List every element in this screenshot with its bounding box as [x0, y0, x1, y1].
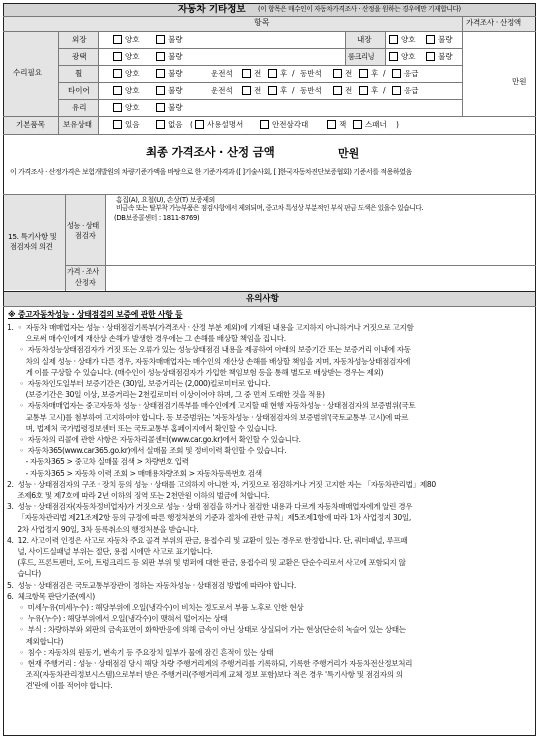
room-cleaning-bad-label: 불량 — [438, 52, 453, 61]
notice-line: 제외합니다) — [7, 636, 64, 646]
gloss-bad-label: 불량 — [168, 52, 183, 61]
price-label-2: 산정자 — [75, 278, 96, 287]
column-header-band — [3, 16, 536, 31]
notice-line: 5. 성능 · 상태점검은 국토교통부장관이 정하는 자동차성능 · 상태점검 방법에 따라야 합니다. — [7, 580, 296, 590]
tire-passenger-label: 동반석 — [300, 86, 322, 95]
wheel-driver-rear-label: 후 — [280, 69, 288, 78]
glass-bad-checkbox[interactable] — [156, 103, 165, 112]
tire-bad-checkbox[interactable] — [156, 86, 165, 95]
basic-no-checkbox[interactable] — [156, 120, 165, 129]
wheel-good-label: 양호 — [125, 69, 140, 78]
notice-body — [7, 322, 533, 734]
room-cleaning-good-label: 양호 — [401, 52, 416, 61]
wheel-label: 휠 — [75, 69, 83, 78]
notice-line: ◦ 자동차의 리콜에 관한 사항은 자동차리콜센터(www.car.go.kr)에서 확인할 수 있습니다. — [7, 435, 301, 444]
notice-line: 2. 성능 · 상태점검자의 구조 · 장치 등의 성능 · 상태를 고의하지 아니한 자, 거짓으로 점검하거나 거짓 고지한 자는 「자동차관리법」제80 — [7, 479, 436, 489]
inspector-note-3: (DB보증콜센터 : 1811-8769) — [114, 214, 200, 222]
inspector-label-2: 점검자 — [75, 231, 96, 240]
manual-checkbox[interactable] — [195, 120, 204, 129]
tire-passenger-front-label: 전 — [345, 86, 353, 95]
wheel-driver-front-checkbox[interactable] — [242, 69, 251, 78]
jack-label: 잭 — [339, 120, 347, 129]
notice-line: (보증기간은 30일 이상, 보증거리는 2천킬로미터 이상이어야 하며, 그 중 먼저 도래한 것을 적용) — [7, 390, 325, 400]
notice-line: ◦ 현재 주행거리 : 성능 · 상태점검 당시 해당 차량 주행거리계의 주행거리를 기록하되, 기록한 주행거리가 자동차전산정보처리 — [7, 659, 413, 668]
exterior-label: 외장 — [72, 35, 87, 44]
triangle-label: 안전삼각대 — [272, 120, 309, 129]
wheel-bad-checkbox[interactable] — [156, 69, 165, 78]
tire-passenger-rear-checkbox[interactable] — [359, 86, 368, 95]
exterior-good-label: 양호 — [125, 35, 140, 44]
glass-bad-label: 불량 — [168, 103, 183, 112]
price-label-1: 가격 · 조사 — [67, 267, 99, 276]
interior-good-checkbox[interactable] — [389, 35, 398, 44]
jack-checkbox[interactable] — [327, 120, 336, 129]
room-cleaning-good-checkbox[interactable] — [389, 52, 398, 61]
glass-good-label: 양호 — [125, 103, 140, 112]
notice-line: ◦ 미세누유(미세누수) : 해당부위에 오일(냉각수)이 비치는 정도로서 부품 노후로 인한 현상 — [7, 603, 304, 612]
tire-good-checkbox[interactable] — [113, 86, 122, 95]
notice-line: 견'란에 이를 적어야 합니다. — [7, 681, 113, 691]
inspector-note-2: 비금속 또는 탈부착 가능부품은 점검사항에서 제외되며, 중고차 특성상 부분적인 부식 판금 도색은 있을수 있습니다. — [116, 204, 423, 212]
basic-yes-checkbox[interactable] — [113, 120, 122, 129]
interior-label: 내장 — [357, 35, 372, 44]
wheel-passenger-label: 동반석 — [300, 69, 322, 78]
tire-sep-2: / — [383, 86, 386, 95]
notice-line: 3. 성능 · 상태점검자(자동차정비업자)가 거짓으로 성능 · 상태 점검을 하거나 점검한 내용과 다르게 자동차매매업자에게 알린 경우 — [7, 502, 413, 512]
notice-line: ◦ 부식 : 차량하부와 외판의 금속표면이 화학반응에 의해 금속이 아닌 상태로 상실되어 가는 현상(단순히 녹슬어 있는 상태는 — [7, 625, 406, 635]
column-header-item: 항목 — [254, 18, 270, 27]
wheel-sep: / — [292, 69, 295, 78]
tire-label: 타이어 — [68, 86, 90, 95]
tire-emergency-checkbox[interactable] — [392, 86, 401, 95]
wheel-passenger-front-label: 전 — [345, 69, 353, 78]
repair-price-unit: 만원 — [512, 77, 527, 86]
form-title: 자동차 기타정보 — [178, 4, 246, 15]
notice-line: 「자동차관리법 제21조제2항 등의 규정에 따른 행정처분의 기준과 절차에 관한 규칙」제5조제1항에 따라 1차 사업정지 30일, — [7, 513, 411, 523]
notice-title: 유의사항 — [246, 294, 279, 304]
wheel-driver-label: 운전석 — [211, 69, 233, 78]
basic-yes-label: 있음 — [125, 120, 140, 129]
wheel-driver-rear-checkbox[interactable] — [268, 69, 277, 78]
notice-line: 널, 사이드실패널 부위는 절단, 용접 시에만 사고로 표기합니다. — [7, 547, 213, 556]
tire-driver-front-checkbox[interactable] — [242, 86, 251, 95]
notice-line: 게 이를 구상할 수 있습니다. (매수인이 성능상태점검자가 가입한 책임보험 등을 통해 별도로 배상받는 경우는 제외) — [7, 367, 384, 377]
notice-line: (후드, 프론트펜더, 도어, 트렁크리드 등 외판 부위 및 범퍼에 대한 판금, 용접수리 및 교환은 단순수리로서 사고에 포함되지 않 — [7, 558, 406, 568]
wheel-sep-2: / — [383, 69, 386, 78]
triangle-checkbox[interactable] — [260, 120, 269, 129]
notice-line: ◦ 자동차인도일부터 보증기간은 (30)일, 보증거리는 (2,000)킬로미터로 합니다. — [7, 379, 271, 388]
manual-label: 사용설명서 — [207, 120, 244, 129]
interior-bad-checkbox[interactable] — [426, 35, 435, 44]
wheel-passenger-rear-label: 후 — [371, 69, 379, 78]
notice-heading: ※ 중고자동차성능 · 상태점검의 보증에 관한 사항 등 — [8, 310, 183, 319]
form-subtitle: (이 항목은 매수인이 자동차가격조사 · 산정을 원하는 경우에만 기재합니다) — [258, 5, 461, 13]
basic-status-label: 보유상태 — [63, 120, 92, 129]
tire-passenger-rear-label: 후 — [371, 86, 379, 95]
tire-good-label: 양호 — [125, 86, 140, 95]
notice-line: 2차 사업정지 90일, 3차 등록취소의 행정처분을 받습니다. — [7, 524, 199, 534]
inspector-label-1: 성능 · 상태 — [67, 221, 99, 230]
tire-emergency-label: 응급 — [404, 86, 419, 95]
interior-bad-label: 불량 — [438, 35, 453, 44]
wheel-good-checkbox[interactable] — [113, 69, 122, 78]
final-price-unit: 만원 — [338, 147, 360, 160]
column-header-price: 가격조사 · 산정액 — [466, 18, 521, 27]
tire-passenger-front-checkbox[interactable] — [333, 86, 342, 95]
gloss-good-checkbox[interactable] — [113, 52, 122, 61]
wheel-driver-front-label: 전 — [254, 69, 262, 78]
notice-line: ◦ 자동차성능상태점검자가 거짓 또는 오류가 있는 성능상태점검 내용을 제공하여 아래의 보증기간 또는 보증거리 이내에 자동 — [7, 345, 411, 355]
notice-line: ◦ 누유(누수) : 해당부위에서 오일(냉각수)이 맺혀서 떨어지는 상태 — [7, 614, 228, 624]
notice-line: 조직(자동차관리정보시스템)으로부터 받은 주행거리(주행거리계 교체 정보 포함)보다 적은 경우 '특기사항 및 점검자의 의 — [7, 670, 403, 680]
notice-line: ◦ 침수 : 자동차의 원동기, 변속기 등 주요장치 일부가 물에 잠긴 흔적이 있는 상태 — [7, 647, 274, 657]
special-row-label-1: 15. 특기사항 및 — [8, 232, 57, 241]
tire-driver-front-label: 전 — [254, 86, 262, 95]
basic-paren-close: ) — [396, 120, 399, 129]
basic-row-label: 기본품목 — [16, 120, 45, 129]
notice-line: 4. 12. 사고이력 인정은 사고로 자동차 주요 골격 부위의 판금, 용접수리 및 교환이 있는 경우로 한정합니다. 단, 쿼터패널, 루프패 — [7, 535, 408, 545]
notice-line: 6. 체크항목 판단기준(예시) — [7, 591, 95, 601]
notice-line: ◦ 자동차365(www.car365.go.kr)에서 실매물 조회 및 정비이력 확인할 수 있습니다. — [7, 446, 287, 456]
tire-bad-label: 불량 — [168, 86, 183, 95]
exterior-bad-label: 불량 — [168, 35, 183, 44]
tire-driver-label: 운전석 — [211, 86, 233, 95]
notice-line: 차의 실제 성능 · 상태가 다른 경우, 자동차매매업자는 매수인의 재산상 손해를 배상할 책임을 지며, 자동차성능상태점검자에 — [7, 356, 410, 366]
notice-line: - 자동차365 > 자동차 이력 조회 > 매매용차량조회 > 자동차등록번호 검색 — [7, 468, 262, 478]
wheel-emergency-checkbox[interactable] — [392, 69, 401, 78]
wheel-bad-label: 불량 — [168, 69, 183, 78]
repair-row-label: 수리필요 — [13, 68, 42, 77]
tire-driver-rear-checkbox[interactable] — [268, 86, 277, 95]
notice-line: 교통부 고시)를 첨부하여 고지하여야 합니다. 동 보증범위는 '자동차성능 · 상태점검자의 보증범위'(국토교통부 고시)에 따르 — [7, 412, 409, 422]
final-price-note: 이 가격조사 · 산정가격은 보험개발원의 차량기준가액을 바탕으로 한 기준가격과 ([ ]기술사회, [ ]한국자동차진단보증협회) 기준서를 적용하였음 — [10, 168, 412, 176]
gloss-good-label: 양호 — [125, 52, 140, 61]
special-row-label-2: 점검자의 의견 — [10, 242, 53, 251]
basic-paren-open: ( — [190, 120, 193, 129]
tire-driver-rear-label: 후 — [280, 86, 288, 95]
room-cleaning-label: 룸크리닝 — [348, 52, 375, 61]
interior-good-label: 양호 — [401, 35, 416, 44]
exterior-good-checkbox[interactable] — [113, 35, 122, 44]
notice-line: ◦ 자동차매매업자는 중고자동차 성능 · 상태점검기록부를 매수인에게 고지할 때 현행 자동차성능 · 상태점검자의 보증범위(국토 — [7, 401, 416, 411]
notice-line: 으로써 매수인에게 재산상 손해가 발생한 경우에는 그 손해를 배상할 책임을 집니다. — [7, 334, 286, 344]
tire-sep: / — [292, 86, 295, 95]
basic-no-label: 없음 — [168, 120, 183, 129]
exterior-bad-checkbox[interactable] — [156, 35, 165, 44]
spanner-checkbox[interactable] — [353, 120, 362, 129]
final-price-title: 최종 가격조사 · 산정 금액 — [146, 145, 275, 159]
wheel-passenger-rear-checkbox[interactable] — [359, 69, 368, 78]
gloss-label: 광택 — [72, 52, 87, 61]
gloss-bad-checkbox[interactable] — [156, 52, 165, 61]
spanner-label: 스패너 — [365, 120, 387, 129]
notice-line: 습니다) — [7, 569, 41, 579]
notice-line: 며, 법제처 국가법령정보센터 또는 국토교통부 홈페이지에서 확인할 수 있습니다. — [7, 423, 277, 433]
notice-line: 1. ◦ 자동차 매매업자는 성능 · 상태점검기록부(가격조사 · 산정 부분 제외)에 기재된 내용을 고지하지 아니하거나 거짓으로 고지함 — [7, 323, 414, 332]
inspector-note-1: 흠집(A), 요철(U), 손상(T) 보증제외 — [116, 196, 215, 204]
wheel-passenger-front-checkbox[interactable] — [333, 69, 342, 78]
glass-label: 유리 — [72, 103, 87, 112]
notice-line: 조제6호 및 제7호에 따라 2년 이하의 징역 또는 2천만원 이하의 벌금에 처합니다. — [7, 491, 270, 500]
wheel-emergency-label: 응급 — [404, 69, 419, 78]
room-cleaning-bad-checkbox[interactable] — [426, 52, 435, 61]
notice-line: - 자동차365 > 중고차 실매물 검색 > 차량번호 입력 — [7, 457, 189, 467]
glass-good-checkbox[interactable] — [113, 103, 122, 112]
